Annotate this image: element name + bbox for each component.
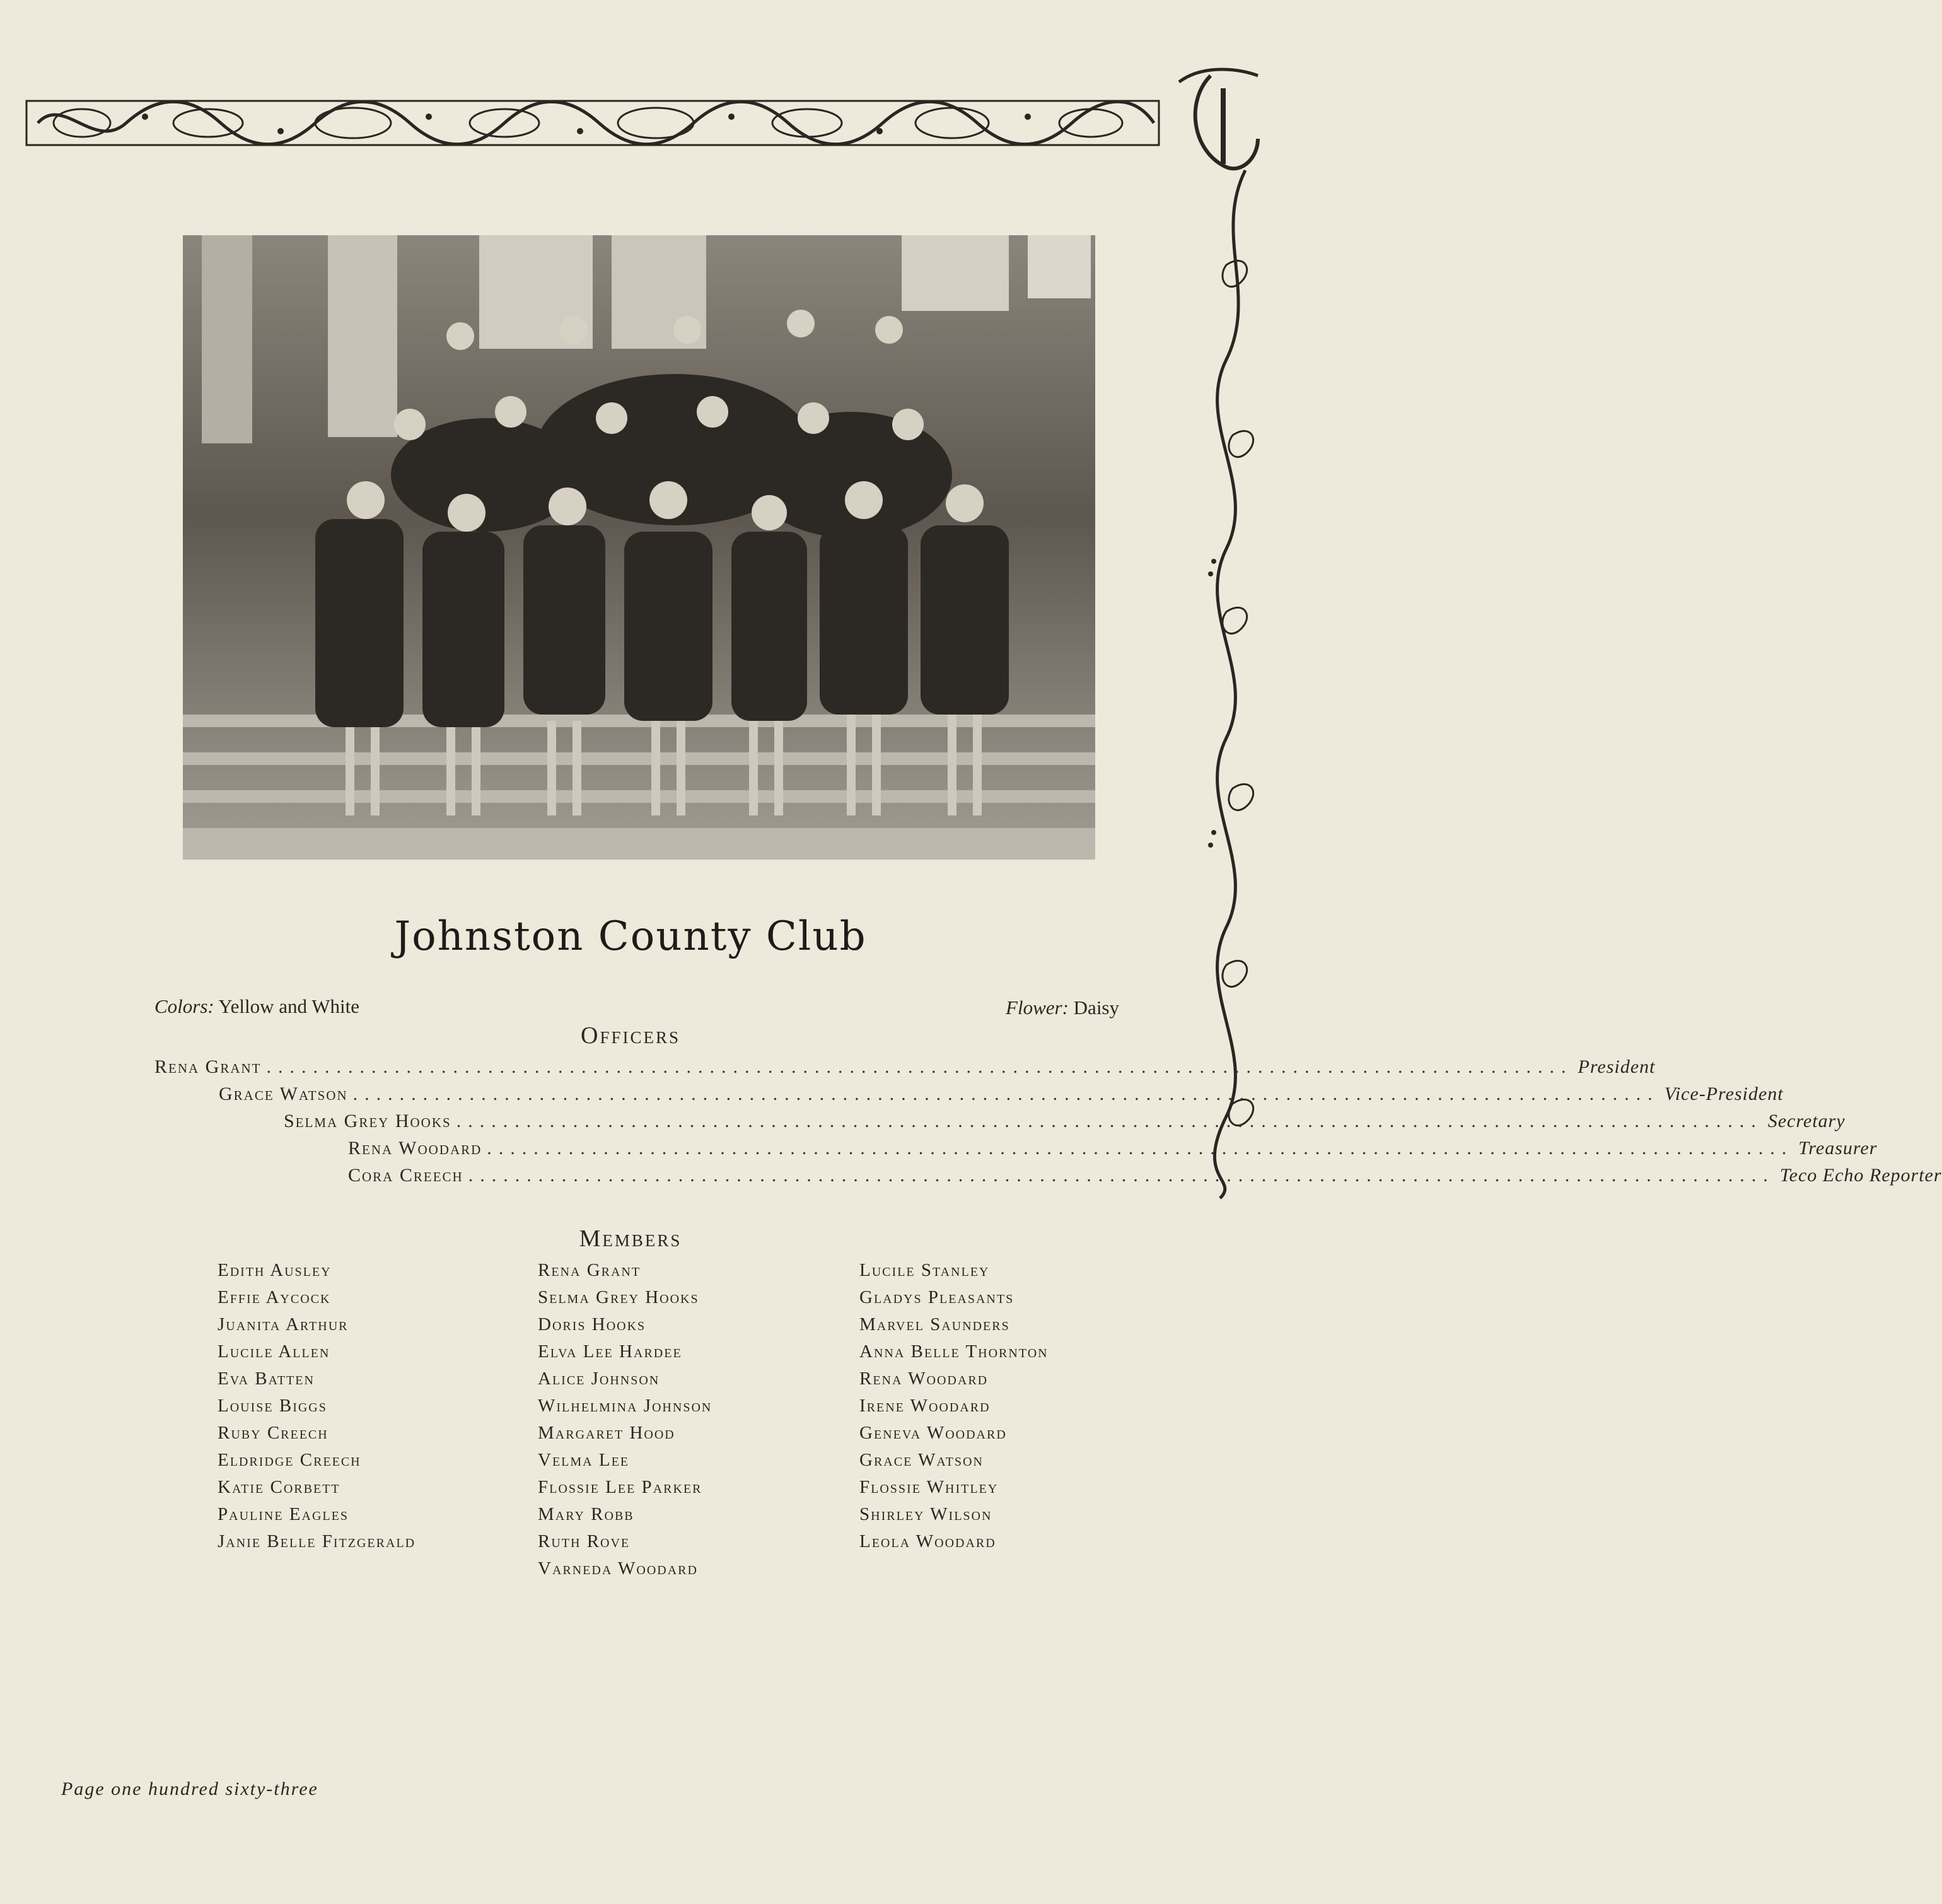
members-column-2: [538, 1260, 712, 1586]
club-colors: [154, 995, 359, 1018]
members-column-3: [859, 1260, 1049, 1558]
officer-row: [284, 1111, 1846, 1136]
ornamental-border: [25, 88, 1160, 158]
member-name: Leola Woodard: [859, 1531, 996, 1551]
dot-leader: ................................................................................................................: [487, 1138, 1794, 1159]
page-number-footer: Page one hundred sixty-three: [61, 1778, 318, 1799]
dot-leader: ................................................................................................................: [456, 1111, 1763, 1131]
member-name: Effie Aycock: [218, 1287, 331, 1307]
officer-row: [348, 1165, 1942, 1190]
member-name: Mary Robb: [538, 1504, 634, 1524]
dot-leader: ................................................................................................................: [352, 1083, 1660, 1104]
member-name: Juanita Arthur: [218, 1314, 349, 1335]
member-name: Selma Grey Hooks: [538, 1287, 699, 1307]
colors-label: Colors:: [154, 995, 214, 1017]
officer-name: Cora Creech: [348, 1165, 463, 1186]
members-column-1: [218, 1260, 416, 1558]
member-name: Wilhelmina Johnson: [538, 1396, 712, 1416]
officer-name: Rena Woodard: [348, 1138, 482, 1159]
officer-name: Selma Grey Hooks: [284, 1111, 451, 1131]
member-name: Janie Belle Fitzgerald: [218, 1531, 416, 1551]
page-title: Johnston County Club: [394, 913, 867, 960]
officer-role: President: [1578, 1056, 1656, 1077]
officer-role: Secretary: [1767, 1111, 1846, 1131]
member-name: Pauline Eagles: [218, 1504, 349, 1524]
member-name: Edith Ausley: [218, 1260, 332, 1280]
member-name: Anna Belle Thornton: [859, 1341, 1049, 1362]
member-name: Margaret Hood: [538, 1423, 675, 1443]
member-name: Ruby Creech: [218, 1423, 329, 1443]
member-name: Geneva Woodard: [859, 1423, 1007, 1443]
dot-leader: ................................................................................................................: [266, 1056, 1573, 1077]
officers-heading: Officers: [581, 1022, 680, 1049]
flower-label: Flower:: [1006, 996, 1069, 1019]
member-name: Varneda Woodard: [538, 1558, 698, 1579]
member-name: Eldridge Creech: [218, 1450, 361, 1470]
member-name: Lucile Stanley: [859, 1260, 990, 1280]
member-name: Rena Woodard: [859, 1369, 989, 1389]
member-name: Katie Corbett: [218, 1477, 340, 1497]
member-name: Flossie Whitley: [859, 1477, 999, 1497]
member-name: Velma Lee: [538, 1450, 630, 1470]
member-name: Flossie Lee Parker: [538, 1477, 702, 1497]
member-name: Ruth Rove: [538, 1531, 631, 1551]
officer-role: Treasurer: [1798, 1138, 1878, 1159]
member-name: Alice Johnson: [538, 1369, 660, 1389]
member-name: Irene Woodard: [859, 1396, 991, 1416]
officer-role: Vice-President: [1664, 1083, 1784, 1104]
member-name: Lucile Allen: [218, 1341, 330, 1362]
officer-row: [348, 1138, 1878, 1163]
member-name: Louise Biggs: [218, 1396, 327, 1416]
decorative-initial-t: [1166, 63, 1261, 177]
member-name: Elva Lee Hardee: [538, 1341, 682, 1362]
member-name: Rena Grant: [538, 1260, 641, 1280]
officer-name: Grace Watson: [219, 1083, 348, 1104]
member-name: Eva Batten: [218, 1369, 315, 1389]
member-name: Marvel Saunders: [859, 1314, 1010, 1335]
member-name: Shirley Wilson: [859, 1504, 992, 1524]
colors-value: Yellow and White: [218, 995, 359, 1017]
group-photograph: [183, 235, 1095, 860]
dot-leader: ................................................................................................................: [468, 1165, 1775, 1186]
officer-name: Rena Grant: [154, 1056, 262, 1077]
member-name: Gladys Pleasants: [859, 1287, 1015, 1307]
officer-row: [154, 1056, 1656, 1082]
member-name: Doris Hooks: [538, 1314, 646, 1335]
members-heading: Members: [579, 1225, 682, 1252]
member-name: Grace Watson: [859, 1450, 984, 1470]
officer-row: [219, 1083, 1784, 1109]
flower-value: Daisy: [1073, 996, 1119, 1019]
club-flower: [1006, 996, 1119, 1019]
officer-role: Teco Echo Reporter: [1779, 1165, 1942, 1186]
